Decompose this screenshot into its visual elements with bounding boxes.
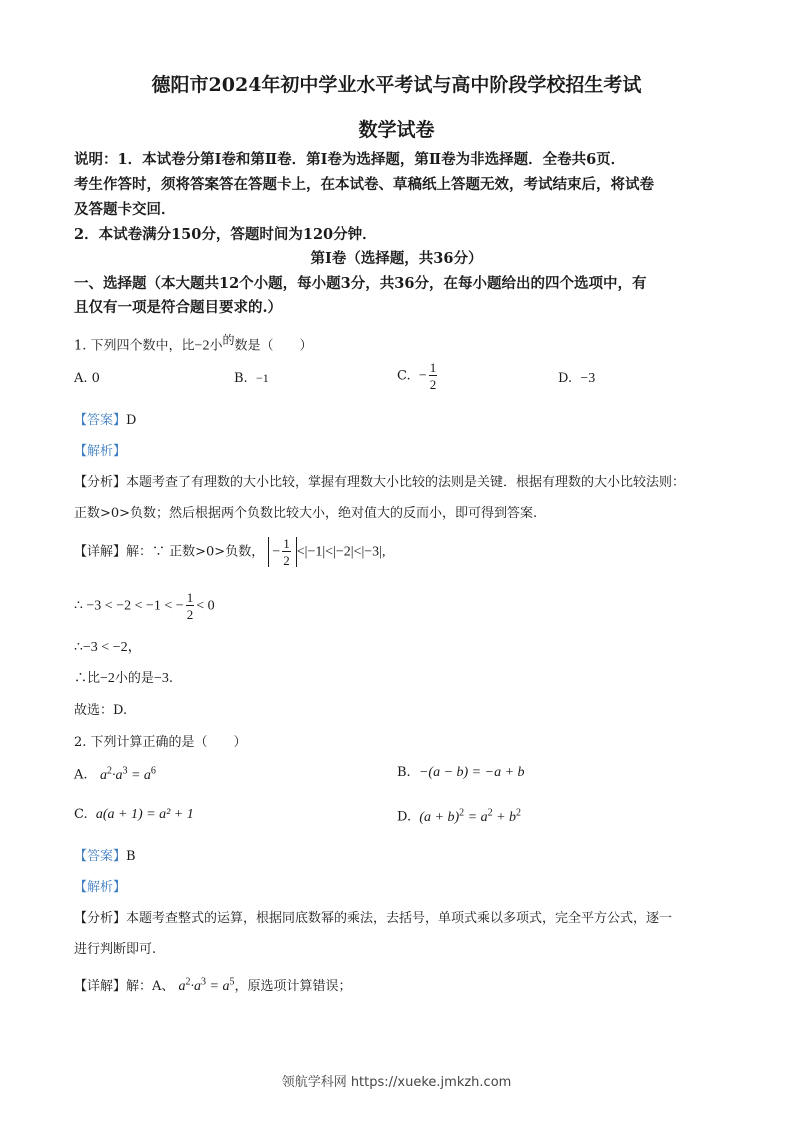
q2-answer: 【答案】B bbox=[74, 849, 136, 864]
q2-stem: 2. 下列计算正确的是（ ） bbox=[74, 735, 247, 750]
q1-step-3: ∴比−2小的是−3. bbox=[74, 671, 173, 686]
section-intro-1: 一、选择题（本大题共12个小题，每小题3分，共36分，在每小题给出的四个选项中，有 bbox=[74, 275, 647, 292]
q2-analysis-tag: 【解析】 bbox=[74, 880, 127, 895]
page-title: 德阳市2024年初中学业水平考试与高中阶段学校招生考试 bbox=[151, 74, 642, 96]
q2-fenxi-line-2: 进行判断即可. bbox=[74, 942, 157, 957]
q1-step-1: ∴ −3 < −2 < −1 < − $\frac{1}{2}$ < 0 bbox=[74, 590, 215, 622]
q2-detail: 【详解】解：A、 $a^2\cdot a^3 = a^5$，原选项计算错误； bbox=[74, 976, 352, 994]
section-title: 第Ⅰ卷（选择题，共36分） bbox=[310, 250, 483, 267]
q1-conclusion: 故选：D. bbox=[74, 703, 128, 718]
q1-option-b: B. −1 bbox=[234, 371, 269, 386]
q2-option-a: A. $a^2\cdot a^3 = a^6$ bbox=[74, 765, 156, 783]
q2-option-d: D. $(a + b)^2 = a^2 + b^2$ bbox=[397, 807, 522, 825]
q1-fenxi-line-2: 正数>0>负数；然后根据两个负数比较大小，绝对值大的反而小，即可得到答案. bbox=[74, 506, 538, 521]
q1-stem: 1. 下列四个数中，比−2小$^的$数是（ ） bbox=[74, 333, 313, 354]
q2-option-c: C. a(a + 1) = a² + 1 bbox=[74, 807, 194, 822]
q1-step-2: ∴−3 < −2， bbox=[74, 640, 142, 655]
q1-analysis-tag: 【解析】 bbox=[74, 444, 127, 459]
q1-answer: 【答案】D bbox=[74, 413, 137, 428]
instruction-line-1: 说明：1．本试卷分第Ⅰ卷和第Ⅱ卷．第Ⅰ卷为选择题，第Ⅱ卷为非选择题．全卷共6页． bbox=[74, 151, 626, 168]
q2-option-b: B. −(a − b) = −a + b bbox=[397, 765, 525, 780]
instruction-line-2: 考生作答时，须将答案答在答题卡上，在本试卷、草稿纸上答题无效，考试结束后，将试卷 bbox=[74, 176, 654, 193]
answer-tag: 【答案】 bbox=[74, 413, 127, 428]
absolute-value-half: − $\frac{1}{2}$ bbox=[268, 537, 296, 567]
instruction-line-4: 2．本试卷满分150分，答题时间为120分钟． bbox=[74, 226, 377, 243]
q1-option-c: C. − $\frac{1}{2}$ bbox=[397, 360, 437, 392]
q1-option-a: A. 0 bbox=[74, 371, 100, 386]
answer-tag: 【答案】 bbox=[74, 849, 127, 864]
footer-watermark: 领航学科网 https://xueke.jmkzh.com bbox=[281, 1075, 512, 1090]
fraction-one-half: $\frac{1}{2}$ bbox=[429, 360, 437, 392]
q2-fenxi-line-1: 【分析】本题考查整式的运算，根据同底数幂的乘法，去括号，单项式乘以多项式，完全平方公式，逐一 bbox=[74, 911, 673, 926]
section-intro-2: 且仅有一项是符合题目要求的.） bbox=[74, 299, 283, 316]
q1-option-d: D. −3 bbox=[558, 371, 596, 386]
q1-fenxi-line-1: 【分析】本题考查了有理数的大小比较，掌握有理数大小比较的法则是关键．根据有理数的大小比较法则： bbox=[74, 475, 686, 490]
page-subtitle: 数学试卷 bbox=[358, 119, 435, 141]
instruction-line-3: 及答题卡交回． bbox=[74, 201, 176, 218]
q1-detail: 【详解】解：∵ 正数>0>负数， − $\frac{1}{2}$ <|−1|<|−2|<|−3|, bbox=[74, 536, 386, 568]
